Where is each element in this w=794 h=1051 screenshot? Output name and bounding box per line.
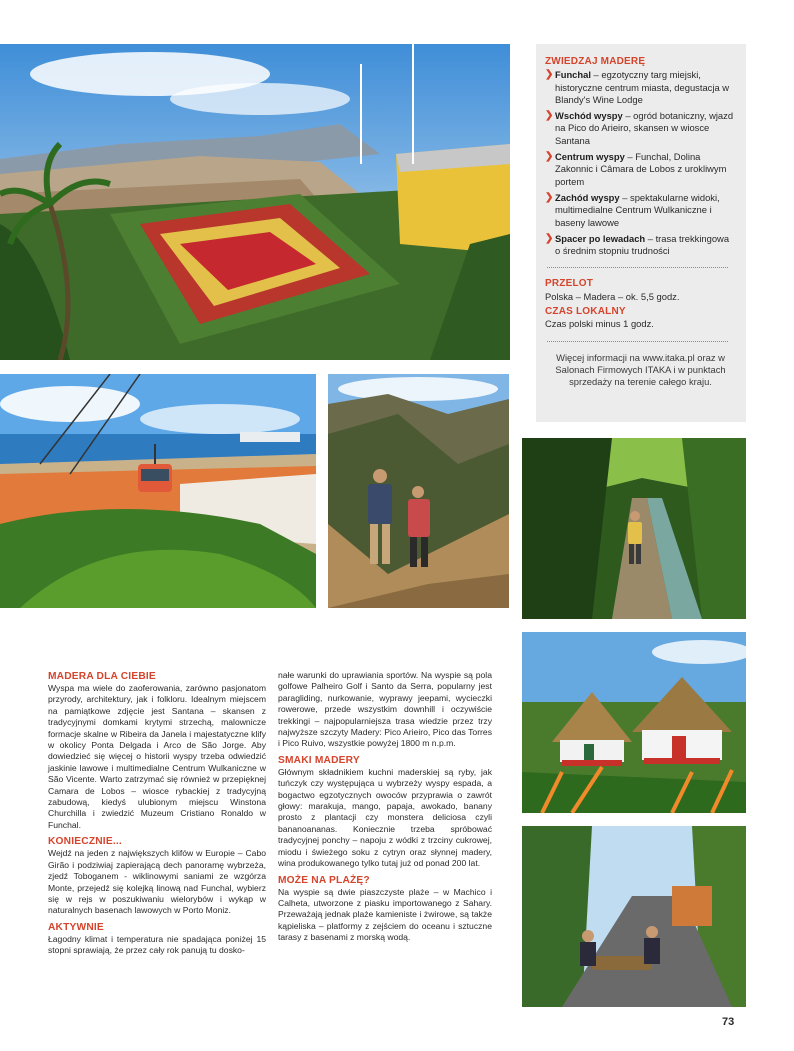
section-heading: KONIECZNIE... [48,836,122,848]
botanical-garden-photo [0,44,510,360]
chevron-right-icon: ❯ [545,69,554,81]
flight-text: Polska – Madera – ok. 5,5 godz. [545,290,680,302]
sidebar-item-description: – egzotyczny targ miejski, historyczne centrum miasta, degustacja w Blandy's Wine Lodge [555,69,730,105]
sidebar-item-text [555,69,736,106]
sidebar-list-item [545,110,736,147]
section-heading: MADERA DLA CIEBIE [48,671,156,682]
sidebar-item-label: Wschód wyspy [555,110,623,122]
sidebar-item-description: – ogród botaniczny, wjazd na Pico do Arieiro, skansen w wiosce Santana [555,110,734,146]
sidebar-item-description: – trasa trekkingowa o średnim stopniu trudności [555,232,730,257]
sidebar-title: ZWIEDZAJ MADERĘ [545,56,646,67]
local-time-title: CZAS LOKALNY [545,306,626,318]
page-number: 73 [722,1016,735,1028]
section-paragraph: Wyspa ma wiele do zaoferowania, zarówno pasjonatom przyrody, architektury, jak i folkloru. Idealnym miejscem na pamiątkowe zdjęcie jest Santana – skansen z tradycyjnymi domkami krytymi strzechą, malownicze formacje skalne w Ribeira da Janela i majestatyczne klify w okolicy Ponta Delgada i Arco de São Jorge. Aby dowiedzieć się więcej o historii wyspy trzeba odwiedzić jaskinie lawowe i multimedialne Centrum Wulkaniczne w São Vicente. Warto zatrzymać się również w przepięknej Camara de Lobos – wiosce rybackiej z tradycyjną zabudową, kiedyś ulubionym miejscu Winstona Churchilla i zwiedzić Muzeum Cristiano Ronaldo w Funchal. [48,683,266,830]
sidebar-item-text [555,233,736,258]
section-heading: MOŻE NA PLAŻĘ? [278,874,370,886]
chevron-right-icon: ❯ [545,232,554,244]
sidebar-item-label: Zachód wyspy [555,191,620,203]
sidebar-list-item [545,69,736,106]
santana-houses-photo [522,632,746,813]
sidebar-list-item [545,233,736,258]
sidebar-item-label: Centrum wyspy [555,151,625,163]
cable-car-photo [0,374,316,608]
sidebar-list-item [545,151,736,188]
article-column-2 [278,670,492,946]
sidebar-item-label: Spacer po lewadach [555,232,646,244]
chevron-right-icon: ❯ [545,191,554,203]
hikers-valley-photo [328,374,509,608]
section-heading: SMAKI MADERY [278,754,360,766]
sidebar-item-description: – spektakularne widoki, multimedialne Centrum Wulkaniczne i baseny lawowe [555,191,720,228]
flight-title: PRZELOT [545,278,594,290]
chevron-right-icon: ❯ [545,110,554,122]
more-info-text: Więcej informacji na www.itaka.pl oraz w Salonach Firmowych ITAKA i w punktach sprzedaży na terenie całego kraju. [555,351,726,388]
sidebar-item-description: – Funchal, Dolina Zakonnic i Câmara de Lobos z urokliwym portem [555,151,727,187]
section-paragraph: nałe warunki do uprawiania sportów. Na wyspie są pola golfowe Palheiro Golf i Santo da Serra, popularny jest paragliding, nurkowanie, wyprawy jeepami, wycieczki rowerowe, przede wszystkim downhill i oczywiście trekkingi – najpopularniejsza trasa wiedzie przez trzy najwyższe szczyty Madery: Pico Arieiro, Pico das Torres i Pico Ruivo, wszystkie powyżej 1800 m n.p.m. [278,670,492,749]
toboggan-ride-photo [522,826,746,1007]
sidebar-list-item [545,192,736,229]
levada-walk-photo [522,438,746,619]
sidebar-list [545,69,736,257]
sidebar-item-text [555,110,736,147]
sidebar-item-text [555,192,736,229]
article-column-1 [48,670,266,959]
local-time-text: Czas polski minus 1 godz. [545,318,654,330]
section-paragraph: Wejdź na jeden z największych klifów w Europie – Cabo Girão i podziwiaj zapierającą dech panoramę wybrzeża, zjedź Toboganem - wiklinowymi saniami ze wzgórza Monte, przejedź się kolejką linową nad Funchal, wybierz się w rejs w poszukiwaniu wielorybów i wykąp w naturalnych basenach lawowych w Porto Moniz. [48,848,266,916]
section-paragraph: Głównym składnikiem kuchni maderskiej są ryby, jak tuńczyk czy występująca u wybrzeży wyspy espada, a bogactwo egzotycznych owoców przyprawia o zawrót głowy: marakuja, mango, papaja, awokado, banany prosto z plantacji czy monstera deliciosa czyli bananoananas. Koniecznie trzeba spróbować tradycyjnej ponchy – napoju z wódki z trzciny cukrowej, miodu i świeżego soku z cytryn oraz słynnej madery, wina produkowanego tylko tutaj już od ponad 200 lat. [278,766,492,869]
dotted-divider [547,267,728,268]
dotted-divider [547,341,728,342]
chevron-right-icon: ❯ [545,151,554,163]
info-sidebar [536,44,746,422]
section-heading: AKTYWNIE [48,921,104,933]
sidebar-item-label: Funchal [555,69,591,81]
sidebar-item-text [555,151,736,188]
section-paragraph: Na wyspie są dwie piaszczyste plaże – w Machico i Calheta, utworzone z piasku importowanego z Sahary. Przeważają jednak plaże kamieniste i żwirowe, są także kąpieliska – platformy z zejściem do oceanu i sztuczne tarasy z basenami z morską wodą. [278,886,492,943]
section-paragraph: Łagodny klimat i temperatura nie spadająca poniżej 15 stopni sprawiają, że przez cały rok panują tu dosko- [48,933,266,956]
